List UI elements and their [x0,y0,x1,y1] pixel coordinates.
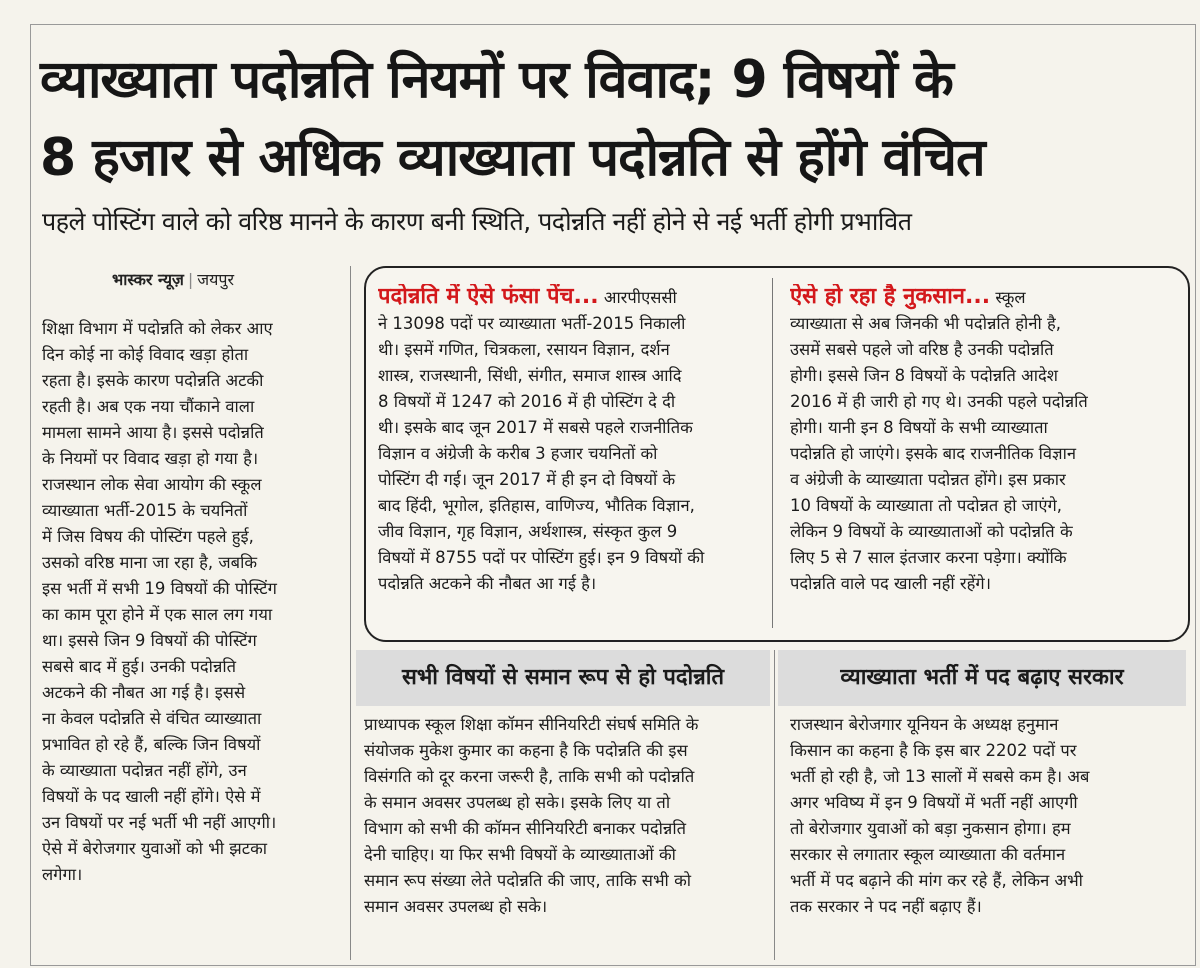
info-box-left-first: आरपीएससी [603,288,677,307]
text-line: 10 विषयों के व्याख्याता तो पदोन्नत हो जाएंगे, [790,496,1062,515]
section-left-heading: सभी विषयों से समान रूप से हो पदोन्नति [356,650,770,706]
text-line: उसको वरिष्ठ माना जा रहा है, जबकि [42,553,258,572]
text-line: समान रूप संख्या लेते पदोन्नति की जाए, ताकि सभी को [364,871,692,890]
text-line: सरकार से लगातार स्कूल व्याख्याता की वर्तमान [790,845,1066,864]
text-line: तो बेरोजगार युवाओं को बड़ा नुकसान होगा। हम [790,819,1071,838]
text-line: उन विषयों पर नई भर्ती भी नहीं आएगी। [42,813,277,832]
text-line: राजस्थान लोक सेवा आयोग की स्कूल [42,475,262,494]
text-line: के नियमों पर विवाद खड़ा हो गया है। [42,449,259,468]
text-line: प्राध्यापक स्कूल शिक्षा कॉमन सीनियरिटी संघर्ष समिति के [364,715,699,734]
info-box-divider [772,278,773,628]
text-line: तक सरकार ने पद नहीं बढ़ाए हैं। [790,897,982,916]
text-line: ना केवल पदोन्नति से वंचित व्याख्याता [42,709,262,728]
text-line: लगेगा। [42,865,83,884]
text-line: में जिस विषय की पोस्टिंग पहले हुई, [42,527,254,546]
text-line: रहता है। इसके कारण पदोन्नति अटकी [42,371,264,390]
text-line: थी। इसमें गणित, चित्रकला, रसायन विज्ञान, दर्शन [378,340,670,359]
byline-source: भास्कर न्यूज़ [112,270,184,289]
text-line: सबसे बाद में हुई। उनकी पदोन्नति [42,657,237,676]
text-line: के व्याख्याता पदोन्नत नहीं होंगे, उन [42,761,247,780]
text-line: भर्ती हो रही है, जो 13 सालों में सबसे कम है। अब [790,767,1090,786]
text-line: रहती है। अब एक नया चौंकाने वाला [42,397,255,416]
text-line: विषयों में 8755 पदों पर पोस्टिंग हुई। इन 9 विषयों की [378,548,705,567]
text-line: विसंगति को दूर करना जरूरी है, ताकि सभी को पदोन्नति [364,767,695,786]
section-right-body [790,712,1174,920]
byline-separator: | [187,270,194,289]
info-box-left-title: पदोन्नति में ऐसे फंसा पेंच... [378,284,599,309]
text-line: अटकने की नौबत आ गई है। इससे [42,683,246,702]
text-line: किसान का कहना है कि इस बार 2202 पदों पर [790,741,1077,760]
text-line: के समान अवसर उपलब्ध हो सके। इसके लिए या तो [364,793,671,812]
text-line: व्याख्याता से अब जिनकी भी पदोन्नति होनी है, [790,314,1062,333]
section-left-body [364,712,760,920]
text-line: 8 विषयों में 1247 को 2016 में ही पोस्टिंग दे दी [378,392,676,411]
text-line: समान अवसर उपलब्ध हो सके। [364,897,548,916]
text-line: लिए 5 से 7 साल इंतजार करना पड़ेगा। क्योंकि [790,548,1067,567]
text-line: था। इससे जिन 9 विषयों की पोस्टिंग [42,631,257,650]
text-line: ने 13098 पदों पर व्याख्याता भर्ती-2015 निकाली [378,314,686,333]
text-line: होगी। इससे जिन 8 विषयों के पदोन्नति आदेश [790,366,1058,385]
column-divider [350,266,351,960]
text-line: देनी चाहिए। या फिर सभी विषयों के व्याख्याताओं की [364,845,676,864]
text-line: व अंग्रेजी के व्याख्याता पदोन्नत होंगे। इस प्रकार [790,470,1066,489]
text-line: विषयों के पद खाली नहीं होंगे। ऐसे में [42,787,261,806]
text-line: शिक्षा विभाग में पदोन्नति को लेकर आए [42,319,273,338]
text-line: होगी। यानी इन 8 विषयों के सभी व्याख्याता [790,418,1048,437]
text-line: भर्ती में पद बढ़ाने की मांग कर रहे हैं, लेकिन अभी [790,871,1083,890]
text-line: थी। इसके बाद जून 2017 में सबसे पहले राजनीतिक [378,418,693,437]
text-line: व्याख्याता भर्ती-2015 के चयनितों [42,501,248,520]
text-line: विज्ञान व अंग्रेजी के करीब 3 हजार चयनितों को [378,444,658,463]
byline-city: जयपुर [197,270,235,289]
section-right-heading: व्याख्याता भर्ती में पद बढ़ाए सरकार [778,650,1186,706]
text-line: उसमें सबसे पहले जो वरिष्ठ है उनकी पदोन्नति [790,340,1054,359]
text-line: पदोन्नति अटकने की नौबत आ गई है। [378,574,597,593]
info-box-right-title: ऐसे हो रहा है नुकसान... [790,284,991,309]
info-box-right [790,284,1174,597]
text-line: शास्त्र, राजस्थानी, सिंधी, संगीत, समाज शास्त्र आदि [378,366,682,385]
subheadline: पहले पोस्टिंग वाले को वरिष्ठ मानने के कारण बनी स्थिति, पदोन्नति नहीं होने से नई भर्ती होगी प्रभावित [42,207,912,236]
text-line: का काम पूरा होने में एक साल लग गया [42,605,273,624]
text-line: मामला सामने आया है। इससे पदोन्नति [42,423,264,442]
text-line: अगर भविष्य में इन 9 विषयों में भर्ती नहीं आएगी [790,793,1078,812]
text-line: दिन कोई ना कोई विवाद खड़ा होता [42,345,249,364]
text-line: प्रभावित हो रहे हैं, बल्कि जिन विषयों [42,735,261,754]
headline-line-1: व्याख्याता पदोन्नति नियमों पर विवाद; 9 विषयों के [40,50,953,110]
text-line: लेकिन 9 विषयों के व्याख्याताओं को पदोन्नति के [790,522,1073,541]
headline-line-2: 8 हजार से अधिक व्याख्याता पदोन्नति से होंगे वंचित [40,128,985,188]
article-column-1 [42,316,342,888]
text-line: पोस्टिंग दी गई। जून 2017 में ही इन दो विषयों के [378,470,676,489]
text-line: जीव विज्ञान, गृह विज्ञान, अर्थशास्त्र, संस्कृत कुल 9 [378,522,678,541]
text-line: विभाग को सभी की कॉमन सीनियरिटी बनाकर पदोन्नति [364,819,687,838]
text-line: 2016 में ही जारी हो गए थे। उनकी पहले पदोन्नति [790,392,1088,411]
text-line: बाद हिंदी, भूगोल, इतिहास, वाणिज्य, भौतिक विज्ञान, [378,496,695,515]
text-line: ऐसे में बेरोजगार युवाओं को भी झटका [42,839,268,858]
info-box-right-first: स्कूल [995,288,1026,307]
text-line: राजस्थान बेरोजगार यूनियन के अध्यक्ष हनुमान [790,715,1059,734]
byline [112,268,234,290]
text-line: संयोजक मुकेश कुमार का कहना है कि पदोन्नति की इस [364,741,688,760]
text-line: इस भर्ती में सभी 19 विषयों की पोस्टिंग [42,579,277,598]
section-divider [774,650,775,960]
text-line: पदोन्नति हो जाएंगे। इसके बाद राजनीतिक विज्ञान [790,444,1077,463]
text-line: पदोन्नति वाले पद खाली नहीं रहेंगे। [790,574,991,593]
info-box-left [378,284,770,597]
